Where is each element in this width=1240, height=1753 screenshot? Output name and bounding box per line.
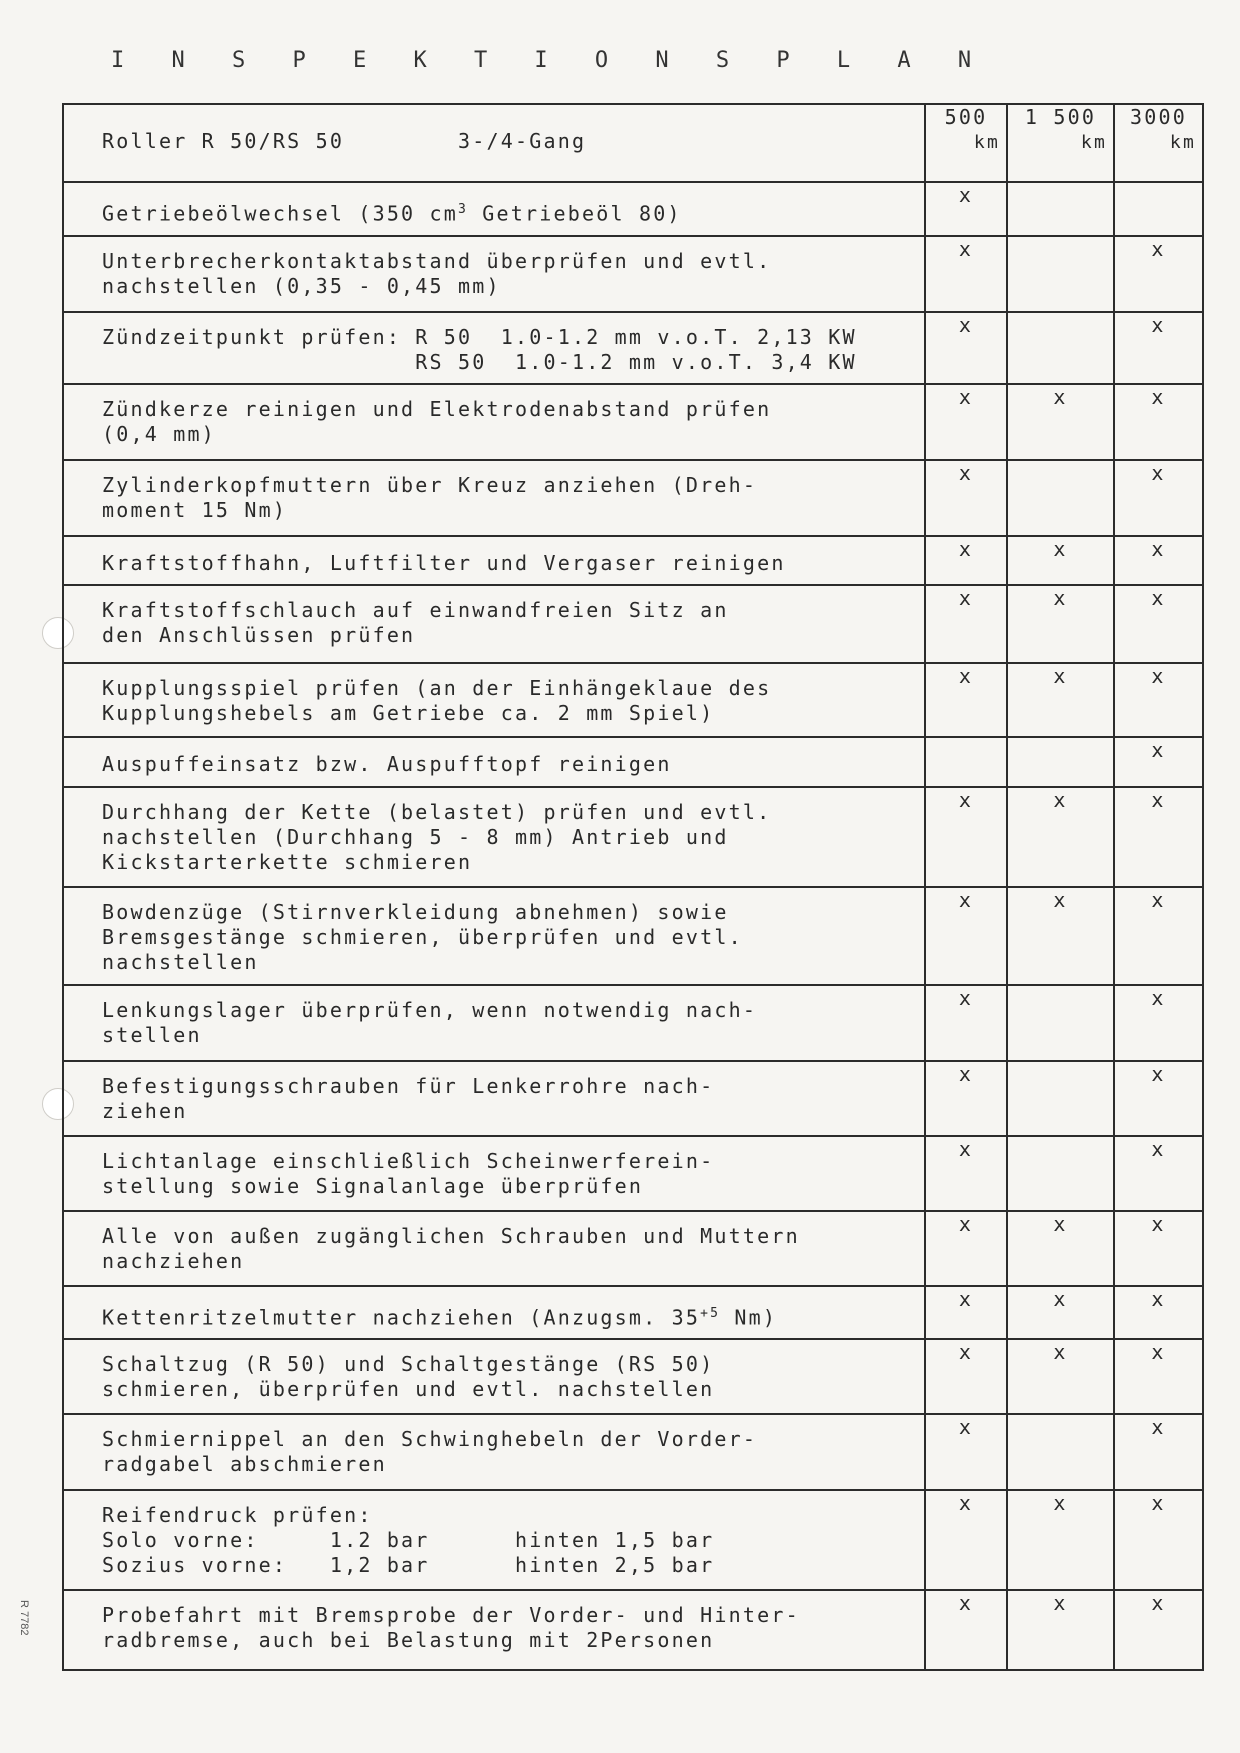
task-text: Reifendruck prüfen: Solo vorne: 1.2 bar hinten 1,5 bar Sozius vorne: 1,2 bar hinten 2,5 bar	[102, 1503, 715, 1578]
table-row	[63, 585, 1203, 663]
table-row	[63, 236, 1203, 312]
mark-3000km: x	[1114, 312, 1203, 384]
table-row	[63, 460, 1203, 536]
task-description	[63, 887, 925, 985]
table-row	[63, 1590, 1203, 1670]
task-text: Lichtanlage einschließlich Scheinwerferein- stellung sowie Signalanlage überprüfen	[102, 1148, 715, 1198]
mark-500km: x	[925, 460, 1007, 536]
mark-1500km: x	[1007, 1490, 1114, 1590]
table-row	[63, 985, 1203, 1061]
task-description	[63, 985, 925, 1061]
mark-500km: x	[925, 536, 1007, 585]
mark-500km: x	[925, 182, 1007, 236]
task-description	[63, 1286, 925, 1340]
task-text: Getriebeölwechsel (350 cm	[102, 201, 459, 226]
interval-value: 1 500	[1024, 105, 1097, 129]
task-superscript: +5	[700, 1305, 721, 1321]
task-description	[63, 1590, 925, 1670]
task-description	[63, 1211, 925, 1286]
table-row	[63, 887, 1203, 985]
table-row	[63, 787, 1203, 887]
table-row	[63, 312, 1203, 384]
mark-500km: x	[925, 585, 1007, 663]
task-description	[63, 1339, 925, 1414]
task-description	[63, 1490, 925, 1590]
task-text: Durchhang der Kette (belastet) prüfen und evtl. nachstellen (Durchhang 5 - 8 mm) Antrieb und Kickstarterkette schmieren	[102, 799, 772, 874]
task-description	[63, 787, 925, 887]
mark-1500km: x	[1007, 1590, 1114, 1670]
mark-1500km: x	[1007, 1339, 1114, 1414]
task-text: Kraftstoffschlauch auf einwandfreien Sitz an den Anschlüssen prüfen	[102, 597, 729, 647]
task-text-suffix: Nm)	[720, 1305, 778, 1330]
mark-500km: x	[925, 1490, 1007, 1590]
mark-1500km	[1007, 985, 1114, 1061]
mark-3000km: x	[1114, 787, 1203, 887]
mark-500km: x	[925, 1211, 1007, 1286]
task-description	[63, 236, 925, 312]
mark-1500km: x	[1007, 1211, 1114, 1286]
task-text: Probefahrt mit Bremsprobe der Vorder- und Hinter- radbremse, auch bei Belastung mit 2Personen	[102, 1603, 800, 1653]
table-row	[63, 1286, 1203, 1340]
table-row	[63, 1136, 1203, 1211]
mark-3000km: x	[1114, 384, 1203, 460]
task-description	[63, 663, 925, 737]
mark-1500km	[1007, 182, 1114, 236]
interval-value: 3000	[1130, 105, 1187, 129]
table-row	[63, 1061, 1203, 1136]
interval-unit: km	[1080, 132, 1107, 153]
mark-3000km: x	[1114, 585, 1203, 663]
mark-500km: x	[925, 663, 1007, 737]
interval-unit: km	[1169, 132, 1196, 153]
mark-3000km: x	[1114, 1590, 1203, 1670]
mark-1500km: x	[1007, 887, 1114, 985]
task-description	[63, 1414, 925, 1490]
table-row	[63, 1490, 1203, 1590]
mark-3000km: x	[1114, 1414, 1203, 1490]
mark-500km	[925, 737, 1007, 787]
mark-3000km: x	[1114, 236, 1203, 312]
table-row	[63, 182, 1203, 236]
mark-1500km: x	[1007, 536, 1114, 585]
mark-500km: x	[925, 384, 1007, 460]
mark-500km: x	[925, 1339, 1007, 1414]
table-row	[63, 737, 1203, 787]
task-superscript: 3	[458, 202, 469, 217]
mark-500km: x	[925, 1286, 1007, 1340]
task-text: Befestigungsschrauben für Lenkerrohre nach- ziehen	[102, 1073, 715, 1123]
task-text: Zündkerze reinigen und Elektrodenabstand prüfen (0,4 mm)	[102, 396, 772, 446]
task-text: Auspuffeinsatz bzw. Auspufftopf reinigen	[102, 751, 672, 776]
mark-3000km: x	[1114, 737, 1203, 787]
task-text: Schaltzug (R 50) und Schaltgestänge (RS 50) schmieren, überprüfen und evtl. nachstellen	[102, 1352, 715, 1402]
task-text: Unterbrecherkontaktabstand überprüfen und evtl. nachstellen (0,35 - 0,45 mm)	[102, 248, 772, 298]
task-description	[63, 182, 925, 236]
task-text: Kettenritzelmutter nachziehen (Anzugsm. 35	[102, 1305, 701, 1330]
interval-value: 500	[944, 105, 988, 129]
mark-1500km	[1007, 1414, 1114, 1490]
vehicle-label: Roller R 50/RS 50 3-/4-Gang	[63, 104, 925, 182]
task-text: Kraftstoffhahn, Luftfilter und Vergaser reinigen	[102, 550, 786, 575]
mark-500km: x	[925, 1590, 1007, 1670]
task-text: Alle von außen zugänglichen Schrauben und Muttern nachziehen	[102, 1223, 800, 1273]
interval-unit: km	[973, 132, 1000, 153]
mark-3000km: x	[1114, 536, 1203, 585]
mark-1500km: x	[1007, 384, 1114, 460]
task-text: Lenkungslager überprüfen, wenn notwendig nach- stellen	[102, 997, 758, 1047]
mark-500km: x	[925, 985, 1007, 1061]
inspection-table	[62, 103, 1204, 1671]
task-text: Bowdenzüge (Stirnverkleidung abnehmen) sowie Bremsgestänge schmieren, überprüfen und evtl. nachstellen	[102, 899, 743, 974]
mark-500km: x	[925, 1061, 1007, 1136]
mark-3000km: x	[1114, 460, 1203, 536]
table-row	[63, 663, 1203, 737]
mark-500km: x	[925, 312, 1007, 384]
mark-1500km	[1007, 1061, 1114, 1136]
task-description	[63, 1136, 925, 1211]
task-text: Zündzeitpunkt prüfen: R 50 1.0-1.2 mm v.o.T. 2,13 KW RS 50 1.0-1.2 mm v.o.T. 3,4 KW	[102, 324, 857, 374]
mark-500km: x	[925, 787, 1007, 887]
mark-1500km: x	[1007, 663, 1114, 737]
mark-3000km: x	[1114, 1061, 1203, 1136]
table-row	[63, 384, 1203, 460]
interval-header-1500	[1007, 104, 1114, 182]
task-description	[63, 460, 925, 536]
mark-500km: x	[925, 1414, 1007, 1490]
mark-1500km	[1007, 737, 1114, 787]
interval-header-3000	[1114, 104, 1203, 182]
table-row	[63, 1339, 1203, 1414]
interval-header-500	[925, 104, 1007, 182]
mark-1500km: x	[1007, 585, 1114, 663]
mark-500km: x	[925, 1136, 1007, 1211]
mark-1500km: x	[1007, 1286, 1114, 1340]
mark-3000km: x	[1114, 1211, 1203, 1286]
task-description	[63, 585, 925, 663]
table-row	[63, 1211, 1203, 1286]
task-text: Kupplungsspiel prüfen (an der Einhängeklaue des Kupplungshebels am Getriebe ca. 2 mm Spiel)	[102, 675, 772, 725]
mark-1500km: x	[1007, 787, 1114, 887]
page-title: I N S P E K T I O N S P L A N	[111, 48, 989, 73]
form-code: R 7782	[18, 1600, 30, 1636]
mark-3000km: x	[1114, 985, 1203, 1061]
mark-1500km	[1007, 236, 1114, 312]
task-text: Schmiernippel an den Schwinghebeln der Vorder- radgabel abschmieren	[102, 1427, 758, 1477]
mark-500km: x	[925, 236, 1007, 312]
table-header-row	[63, 104, 1203, 182]
table-row	[63, 1414, 1203, 1490]
task-description	[63, 312, 925, 384]
mark-3000km: x	[1114, 887, 1203, 985]
mark-3000km	[1114, 182, 1203, 236]
mark-3000km: x	[1114, 663, 1203, 737]
task-description	[63, 536, 925, 585]
mark-3000km: x	[1114, 1286, 1203, 1340]
task-text: Zylinderkopfmuttern über Kreuz anziehen (Dreh- moment 15 Nm)	[102, 472, 758, 522]
mark-3000km: x	[1114, 1339, 1203, 1414]
task-description	[63, 384, 925, 460]
mark-1500km	[1007, 1136, 1114, 1211]
task-description	[63, 1061, 925, 1136]
mark-3000km: x	[1114, 1490, 1203, 1590]
mark-3000km: x	[1114, 1136, 1203, 1211]
mark-1500km	[1007, 312, 1114, 384]
mark-500km: x	[925, 887, 1007, 985]
mark-1500km	[1007, 460, 1114, 536]
task-description	[63, 737, 925, 787]
task-text-suffix: Getriebeöl 80)	[468, 201, 682, 226]
table-row	[63, 536, 1203, 585]
